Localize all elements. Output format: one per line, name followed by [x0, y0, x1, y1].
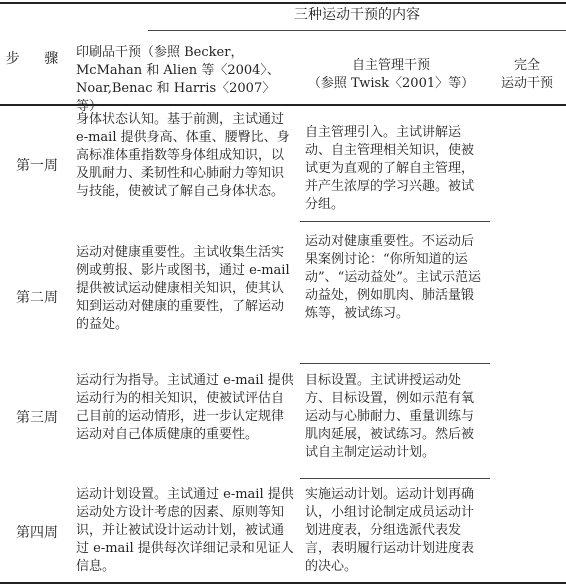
row-divider-col2-2 [300, 363, 490, 364]
full-exercise-header [490, 57, 564, 93]
full-header-line-2: 运动干预 [500, 76, 553, 91]
row-divider-col2-3 [300, 478, 490, 479]
week-label-2: 第二周 [16, 290, 58, 306]
self-cell-week-4: 实施运动计划。运动计划再确认，小组讨论制定成员运动计划进度表，分组选派代表发言，表明履行运动计划进度表的决心。 [305, 487, 475, 574]
super-header-rule [148, 30, 566, 31]
self-cell-week-2: 运动对健康重要性。不运动后果案例讨论：“你所知道的运动”、“运动益处”。主试示范运动益处，例如肌肉、肺活量锻炼等，被试练习。 [305, 234, 481, 321]
top-rule [0, 2, 566, 4]
table-super-header: 三种运动干预的内容 [294, 7, 420, 23]
week-label-3: 第三周 [16, 410, 58, 426]
print-intervention-header [76, 44, 294, 116]
self-header-line-1: 自主管理干预 [351, 58, 430, 73]
week-label-1: 第一周 [16, 158, 58, 174]
print-cell-week-4: 运动计划设置。主试通过 e-mail 提供运动处方设计考虑的因素、原则等知识，并让被试设计运动计划，被试通过 e-mail 提供每次详细记录和见证人信息。 [76, 487, 294, 574]
self-cell-week-3: 目标设置。主试讲授运动处方、目标设置，例如示范有氧运动与心肺耐力、重量训练与肌肉延展，被试练习。然后被试自主制定运动计划。 [305, 373, 475, 460]
row-divider-col2-1 [300, 221, 490, 222]
print-cell-week-1: 身体状态认知。基于前测，主试通过 e-mail 提供身高、体重、腰臀比、身高标准体重指数等身体组成知识，以及肌耐力、柔韧性和心肺耐力等知识与技能，使被试了解自己身体状态。 [76, 112, 290, 199]
print-header-line-3: Noar,Benac 和 Harris〈2007〉等） [76, 81, 276, 114]
step-column-header: 步 骤 [5, 51, 69, 67]
print-header-line-1: 印刷品干预（参照 Becker， [76, 45, 244, 60]
print-cell-week-3: 运动行为指导。主试通过 e-mail 提供运动行为的相关知识，使被试评估自己目前的运动情形，进一步认定规律运动对自己体质健康的重要性。 [76, 373, 294, 442]
week-label-4: 第四周 [16, 525, 58, 541]
self-header-line-2: （参照 Twisk〈2001〉等） [307, 76, 475, 91]
print-header-line-2: McMahan 和 Alien 等〈2004〉、 [76, 63, 280, 78]
print-cell-week-2: 运动对健康重要性。主试收集生活实例或剪报、影片或图书，通过 e-mail 提供被试运动健康相关知识，使其认知到运动对健康的重要性，了解运动的益处。 [76, 245, 290, 332]
bottom-rule [0, 582, 566, 584]
full-header-line-1: 完全 [513, 58, 540, 73]
self-cell-week-1: 自主管理引入。主试讲解运动、自主管理相关知识，使被试更为直观的了解自主管理，并产生浓厚的学习兴趣。被试分组。 [305, 125, 475, 212]
self-management-header [300, 57, 482, 93]
